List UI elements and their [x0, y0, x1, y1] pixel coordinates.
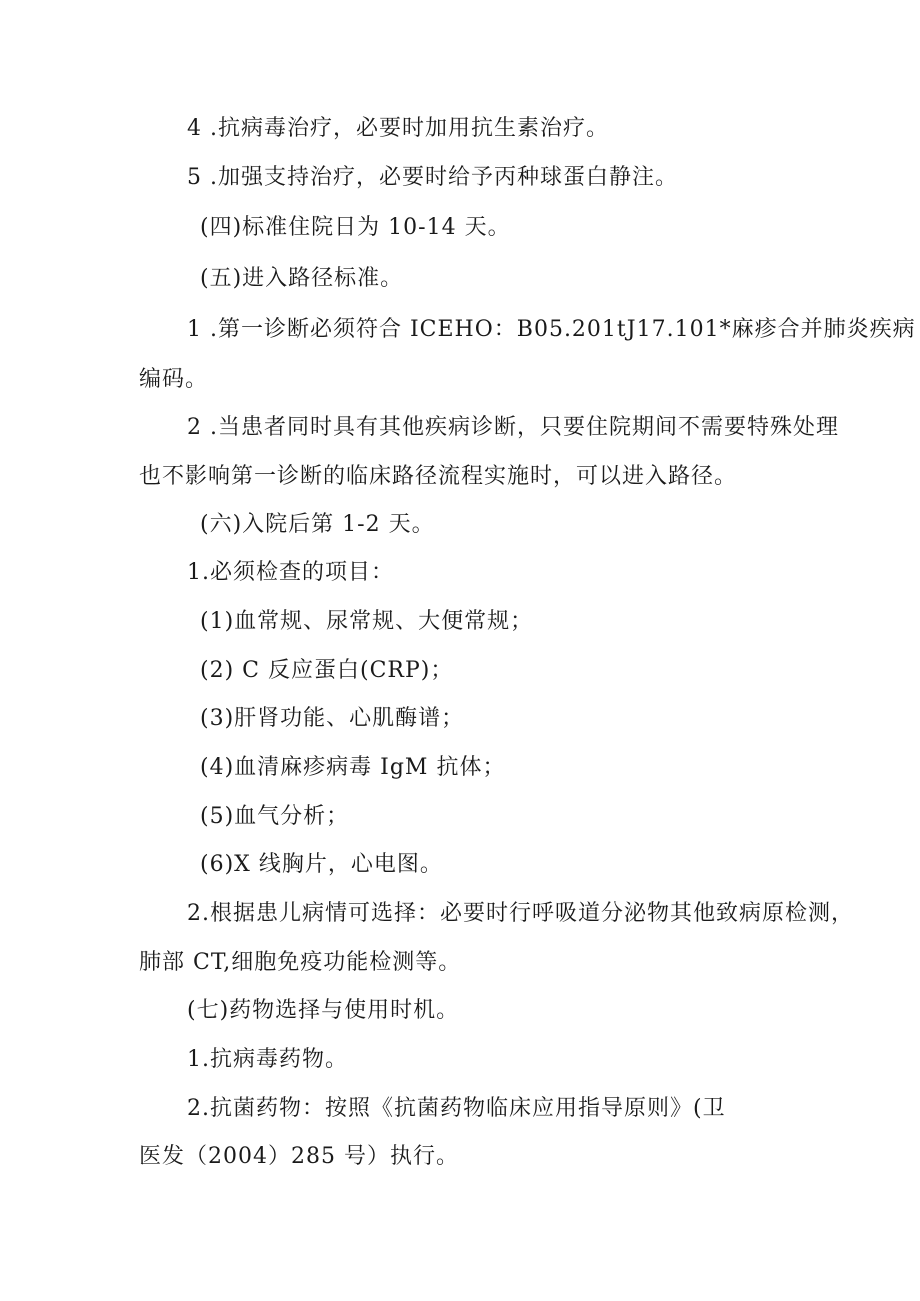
text-line-10: 1.必须检查的项目：	[187, 560, 394, 585]
text-line-20: 1.抗病毒药物。	[187, 1047, 348, 1072]
text-line-16: (6)X 线胸片，心电图。	[200, 852, 443, 877]
text-line-17: 2.根据患儿病情可选择：必要时行呼吸道分泌物其他致病原检测，	[187, 901, 854, 926]
text-line-1: 4 .抗病毒治疗，必要时加用抗生素治疗。	[187, 116, 609, 141]
text-line-3: (四)标准住院日为 10-14 天。	[200, 215, 511, 240]
text-line-14: (4)血清麻疹病毒 IgM 抗体；	[200, 755, 506, 780]
text-line-19: (七)药物选择与使用时机。	[187, 998, 460, 1023]
text-line-6: 编码。	[139, 367, 209, 392]
text-line-7: 2 .当患者同时具有其他疾病诊断，只要住院期间不需要特殊处理	[187, 415, 839, 440]
text-line-9: (六)入院后第 1-2 天。	[200, 512, 435, 537]
text-line-5: 1 .第一诊断必须符合 ICEHO：B05.201tJ17.101*麻疹合并肺炎疾病	[187, 317, 916, 342]
text-line-11: (1)血常规、尿常规、大便常规；	[200, 609, 534, 634]
text-line-8: 也不影响第一诊断的临床路径流程实施时，可以进入路径。	[139, 464, 738, 489]
text-line-13: (3)肝肾功能、心肌酶谱；	[200, 706, 465, 731]
text-line-2: 5 .加强支持治疗，必要时给予丙种球蛋白静注。	[187, 165, 678, 190]
text-line-4: (五)进入路径标准。	[200, 266, 404, 291]
text-line-21: 2.抗菌药物：按照《抗菌药物临床应用指导原则》(卫	[187, 1096, 726, 1121]
text-line-18: 肺部 CT,细胞免疫功能检测等。	[139, 950, 462, 975]
text-line-15: (5)血气分析；	[200, 804, 350, 829]
text-line-12: (2) C 反应蛋白(CRP)；	[200, 658, 454, 683]
text-line-22: 医发（2004）285 号）执行。	[139, 1144, 459, 1169]
